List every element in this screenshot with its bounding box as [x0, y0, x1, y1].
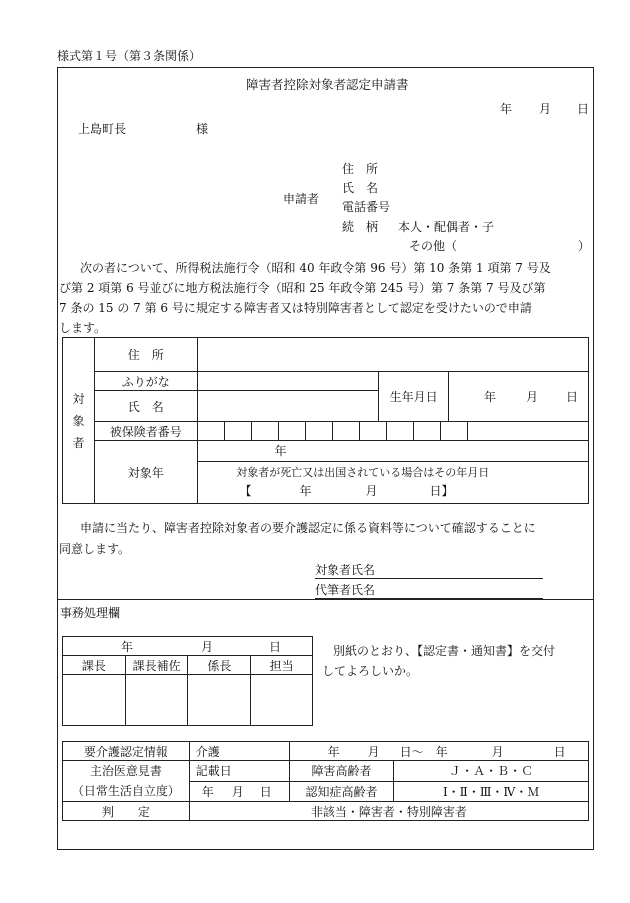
stamp-box-kacho[interactable] [63, 675, 126, 726]
care-to-year: 年 [435, 744, 448, 759]
subject-name-signature-label: 対象者氏名 [315, 563, 376, 577]
insured-digit-box[interactable] [225, 422, 252, 440]
subject-target-year-field[interactable] [197, 441, 588, 504]
approval-text-line-1: 別紙のとおり、【認定書・通知書】を交付 [333, 644, 556, 658]
insured-digit-box[interactable] [198, 422, 225, 440]
subject-furigana-label: ふりがな [94, 372, 197, 391]
record-month: 月 [231, 784, 244, 799]
stamp-box-kakaricho[interactable] [188, 675, 251, 726]
date-day: 日 [577, 102, 590, 116]
addressee-name: 上島町長 [78, 122, 127, 136]
subject-birth-field[interactable] [449, 372, 589, 422]
applicant-address-label: 住 所 [342, 162, 379, 176]
subject-birth-label: 生年月日 [379, 372, 449, 422]
record-date-label: 記載日 [189, 761, 289, 782]
care-to-month: 月 [491, 744, 504, 759]
applicant-name-label: 氏 名 [342, 181, 379, 195]
insured-digit-box[interactable] [279, 422, 306, 440]
subject-insured-field[interactable] [197, 422, 588, 441]
page-title: 障害者控除対象者認定申請書 [246, 77, 409, 92]
subject-address-field[interactable] [197, 338, 588, 372]
subject-side-label [63, 338, 95, 504]
consent-line-1: 申請に当たり、障害者控除対象者の要介護認定に係る資料等について確認することに [80, 521, 536, 535]
applicant-other-close: ） [578, 239, 591, 253]
death-year: 年 [299, 484, 312, 498]
approver-tanto: 担当 [251, 656, 313, 675]
approver-kakaricho: 係長 [188, 656, 251, 675]
insured-digit-box[interactable] [414, 422, 441, 440]
doctor-opinion-label-cell [63, 761, 190, 802]
record-year: 年 [201, 784, 214, 799]
disabled-elderly-options[interactable]: Ｊ・Ａ・Ｂ・Ｃ [394, 761, 589, 782]
dementia-options[interactable]: Ⅰ・Ⅱ・Ⅲ・Ⅳ・Ｍ [394, 781, 589, 802]
approval-date-day: 日 [268, 639, 281, 654]
judgement-label: 判 定 [63, 802, 190, 821]
subject-side-char-2: 象 [72, 413, 85, 428]
subject-address-label: 住 所 [94, 338, 197, 372]
subject-name-field[interactable] [197, 391, 379, 422]
dementia-label: 認知症高齢者 [289, 781, 394, 802]
death-date-row [198, 482, 588, 500]
office-section-label: 事務処理欄 [60, 606, 121, 620]
insured-digit-box[interactable] [333, 422, 360, 440]
body-line-2: び第 2 項第 6 号並びに地方税法施行令（昭和 25 年政令第 245 号）第 7 条第 7 号及び第 [59, 281, 546, 295]
date-month: 月 [539, 102, 552, 116]
approver-kacho: 課長 [63, 656, 126, 675]
approval-stamp-table [62, 636, 313, 726]
death-note: 対象者が死亡又は出国されている場合はその年月日 [236, 466, 490, 479]
approver-kacho-hosa: 課長補佐 [125, 656, 188, 675]
proxy-name-signature[interactable] [315, 584, 543, 599]
addressee-honorific: 様 [196, 122, 209, 136]
subject-side-char-1: 対 [72, 391, 85, 406]
record-day: 日 [259, 784, 272, 799]
subject-insured-label: 被保険者番号 [94, 422, 197, 441]
care-from-month: 月 [367, 744, 380, 759]
insured-digit-box[interactable] [360, 422, 387, 440]
target-year-unit: 年 [274, 444, 287, 458]
death-month: 月 [365, 484, 378, 498]
stamp-box-tanto[interactable] [251, 675, 313, 726]
care-info-label: 要介護認定情報 [63, 742, 190, 761]
target-year-row [198, 441, 588, 462]
doctor-opinion-label: 主治医意見書 [89, 764, 162, 778]
section-divider [57, 599, 594, 600]
subject-birth-month: 月 [526, 390, 539, 404]
insured-digit-box[interactable] [252, 422, 279, 440]
applicant-label: 申請者 [283, 192, 320, 206]
care-to-day: 日 [553, 744, 566, 759]
insured-digit-boxes [198, 422, 588, 440]
insured-digit-box[interactable] [306, 422, 333, 440]
subject-target-year-label: 対象年 [94, 441, 197, 504]
approval-date-month: 月 [200, 639, 213, 654]
approval-text-line-2: してよろしいか。 [322, 664, 419, 678]
insured-digit-box[interactable] [387, 422, 414, 440]
subject-furigana-field[interactable] [197, 372, 379, 391]
care-info-table [62, 741, 589, 821]
applicant-relation-label: 続 柄 [342, 220, 379, 234]
subject-table [62, 337, 589, 504]
approval-date-year: 年 [120, 639, 133, 654]
care-from-day: 日～ [399, 744, 424, 759]
doctor-opinion-sub-label: （日常生活自立度） [71, 784, 180, 798]
body-line-1: 次の者について、所得税法施行令（昭和 40 年政令第 96 号）第 10 条第 1 項第 7 号及 [80, 261, 551, 275]
consent-line-2: 同意します。 [59, 542, 131, 556]
body-line-3: 7 条の 15 の 7 第 6 号に規定する障害者又は特別障害者として認定を受けたいので申請 [59, 301, 532, 315]
judgement-options[interactable]: 非該当・障害者・特別障害者 [189, 802, 588, 821]
subject-birth-day: 日 [566, 390, 579, 404]
stamp-box-kacho-hosa[interactable] [125, 675, 188, 726]
applicant-phone-label: 電話番号 [342, 200, 391, 214]
subject-side-char-3: 者 [72, 435, 85, 450]
care-from-year: 年 [327, 744, 340, 759]
insured-digit-box[interactable] [468, 422, 588, 440]
body-line-4: します。 [59, 321, 107, 335]
proxy-name-signature-label: 代筆者氏名 [315, 583, 376, 597]
subject-name-signature[interactable] [315, 564, 543, 579]
form-label: 様式第１号（第３条関係） [57, 49, 202, 63]
subject-name-label: 氏 名 [94, 391, 197, 422]
approval-date-row[interactable] [63, 637, 313, 656]
record-date-field[interactable] [189, 781, 289, 802]
care-level-value: 介護 [195, 744, 220, 759]
applicant-other-label: その他（ [409, 239, 458, 253]
disabled-elderly-label: 障害高齢者 [289, 761, 394, 782]
death-day: 日】 [429, 484, 454, 498]
subject-birth-year: 年 [484, 390, 497, 404]
applicant-relation-options: 本人・配偶者・子 [398, 220, 495, 234]
date-year: 年 [500, 102, 513, 116]
death-bracket-open: 【 [239, 484, 252, 498]
care-level-field[interactable] [189, 742, 289, 761]
insured-digit-box[interactable] [441, 422, 468, 440]
care-period-field[interactable] [289, 742, 588, 761]
